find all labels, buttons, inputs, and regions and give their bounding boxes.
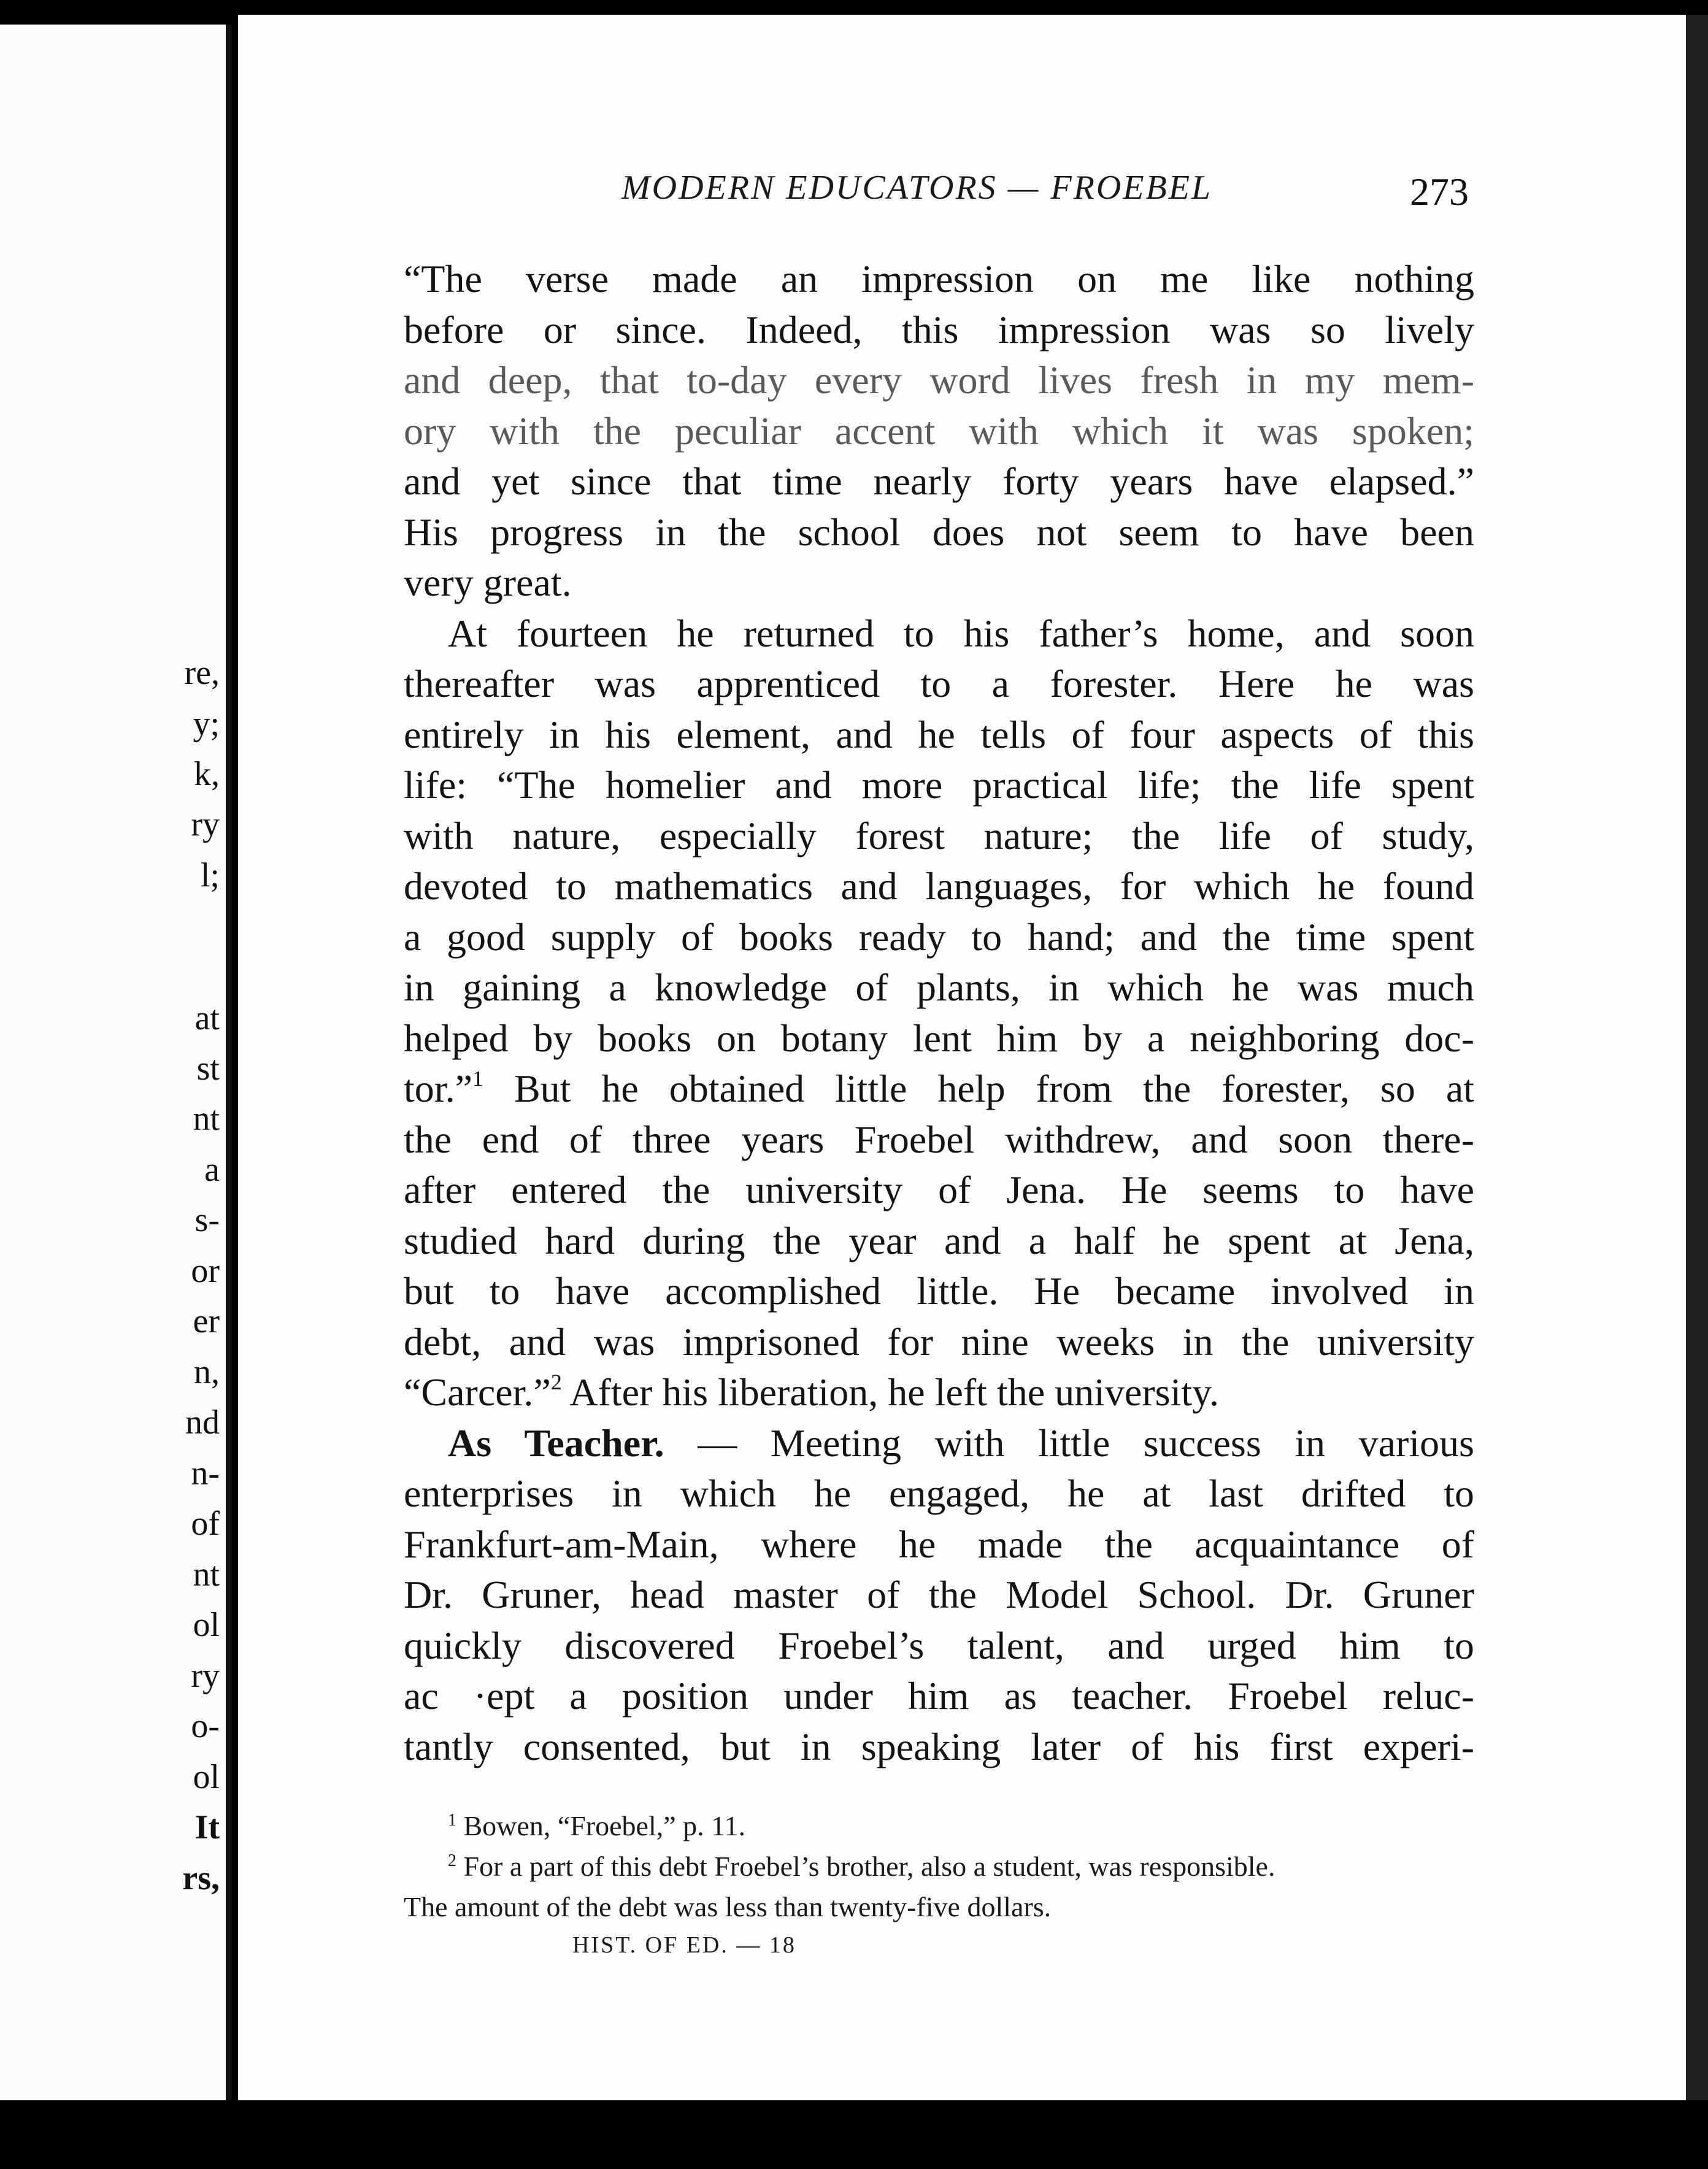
facing-line: ol [193, 1758, 220, 1796]
text-line: very great. [404, 561, 572, 604]
footnote-mark: 2 [448, 1851, 456, 1870]
section-line [404, 1418, 1474, 1469]
text-line: life: “The homelier and more practical life; the life spent [404, 763, 1474, 807]
footnote-text: For a part of this debt Froebel’s brother, also a student, was responsible. [456, 1851, 1275, 1882]
facing-line: n- [191, 1454, 220, 1492]
page-header [238, 168, 1686, 217]
line-start: tor.” [404, 1067, 472, 1110]
page-edge [1686, 15, 1708, 2100]
text-line: but to have accomplished little. He became involved in [404, 1269, 1474, 1313]
footnote-mark: 1 [448, 1811, 456, 1830]
text-line: in gaining a knowledge of plants, in which he was much [404, 965, 1474, 1009]
line-end: — Meeting with little success in various [664, 1421, 1474, 1465]
page-number: 273 [1410, 170, 1469, 213]
text-line: tantly consented, but in speaking later of his first experi- [404, 1724, 1474, 1768]
scan-border [0, 2100, 1708, 2169]
line-end: After his liberation, he left the university. [561, 1370, 1219, 1414]
footnote-ref-2[interactable]: 2 [550, 1370, 562, 1394]
facing-page-fragment [0, 25, 232, 2110]
facing-line: It [194, 1808, 220, 1846]
facing-line: nt [193, 1100, 220, 1138]
text-line: “The verse made an impression on me like nothing [404, 257, 1474, 301]
facing-line: y; [193, 705, 220, 743]
facing-line: nd [185, 1403, 220, 1442]
footnote-ref-1[interactable]: 1 [472, 1066, 483, 1091]
facing-line: k, [194, 755, 220, 793]
text-line-with-footnote-ref [404, 1064, 1474, 1115]
facing-line: of [191, 1505, 220, 1543]
text-line: studied hard during the year and a half he spent at Jena, [404, 1218, 1474, 1262]
text-line: At fourteen he returned to his father’s home, and soon [448, 611, 1474, 655]
line-start: “Carcer.” [404, 1370, 551, 1414]
facing-line: nt [193, 1556, 220, 1594]
text-line: helped by books on botany lent him by a neighboring doc- [404, 1016, 1474, 1060]
signature-mark: HIST. OF ED. — 18 [572, 1932, 796, 1958]
text-line: the end of three years Froebel withdrew, and soon there- [404, 1117, 1474, 1161]
text-line: debt, and was imprisoned for nine weeks in the university [404, 1319, 1474, 1364]
footnotes [404, 1806, 1483, 1927]
body-text [404, 254, 1474, 1772]
text-line: enterprises in which he engaged, he at last drifted to [404, 1472, 1474, 1515]
facing-line: a [204, 1151, 220, 1189]
footnote-2-continued: The amount of the debt was less than twenty-five dollars. [404, 1891, 1052, 1922]
text-line: entirely in his element, and he tells of four aspects of this [404, 712, 1474, 756]
text-line-with-footnote-ref [404, 1367, 1474, 1418]
facing-line: at [194, 999, 220, 1037]
facing-line: re, [184, 654, 220, 692]
text-line: before or since. Indeed, this impression was so lively [404, 307, 1474, 351]
footnote-2 [404, 1846, 1483, 1887]
text-line: Dr. Gruner, head master of the Model School. Dr. Gruner [404, 1573, 1474, 1616]
facing-line: st [196, 1050, 220, 1088]
facing-line: l; [200, 856, 220, 894]
text-line: after entered the university of Jena. He seems to have [404, 1168, 1474, 1211]
facing-line: ry [191, 1657, 220, 1695]
line-end: But he obtained little help from the forester, so at [483, 1067, 1474, 1110]
side-heading: As Teacher. [448, 1421, 664, 1465]
text-line: devoted to mathematics and languages, for which he found [404, 864, 1474, 908]
text-line: and yet since that time nearly forty years have elapsed.” [404, 459, 1474, 503]
text-line: thereafter was apprenticed to a forester. Here he was [404, 662, 1474, 705]
facing-line: ol [193, 1606, 220, 1644]
running-title: MODERN EDUCATORS — FROEBEL [621, 169, 1213, 207]
text-line: and deep, that to-day every word lives fresh in my mem- [404, 358, 1474, 402]
text-line: quickly discovered Froebel’s talent, and urged him to [404, 1623, 1474, 1667]
facing-line: rs, [182, 1859, 220, 1897]
facing-line: n, [194, 1353, 220, 1391]
facing-line: o- [191, 1707, 220, 1745]
footnote-1 [404, 1806, 1483, 1846]
book-page [238, 15, 1686, 2100]
text-line: with nature, especially forest nature; the life of study, [404, 813, 1474, 858]
text-line: a good supply of books ready to hand; and the time spent [404, 915, 1474, 959]
footnote-text: Bowen, “Froebel,” p. 11. [456, 1810, 745, 1841]
facing-line: s- [194, 1201, 220, 1239]
text-line: Frankfurt-am-Main, where he made the acquaintance of [404, 1522, 1474, 1566]
text-line: ory with the peculiar accent with which it was spoken; [404, 409, 1474, 453]
facing-line: ry [191, 805, 220, 843]
facing-line: or [191, 1252, 220, 1290]
text-line: ac ·ept a position under him as teacher. Froebel reluc- [404, 1674, 1474, 1718]
text-line: His progress in the school does not seem to have been [404, 510, 1474, 554]
facing-line: er [193, 1302, 220, 1340]
